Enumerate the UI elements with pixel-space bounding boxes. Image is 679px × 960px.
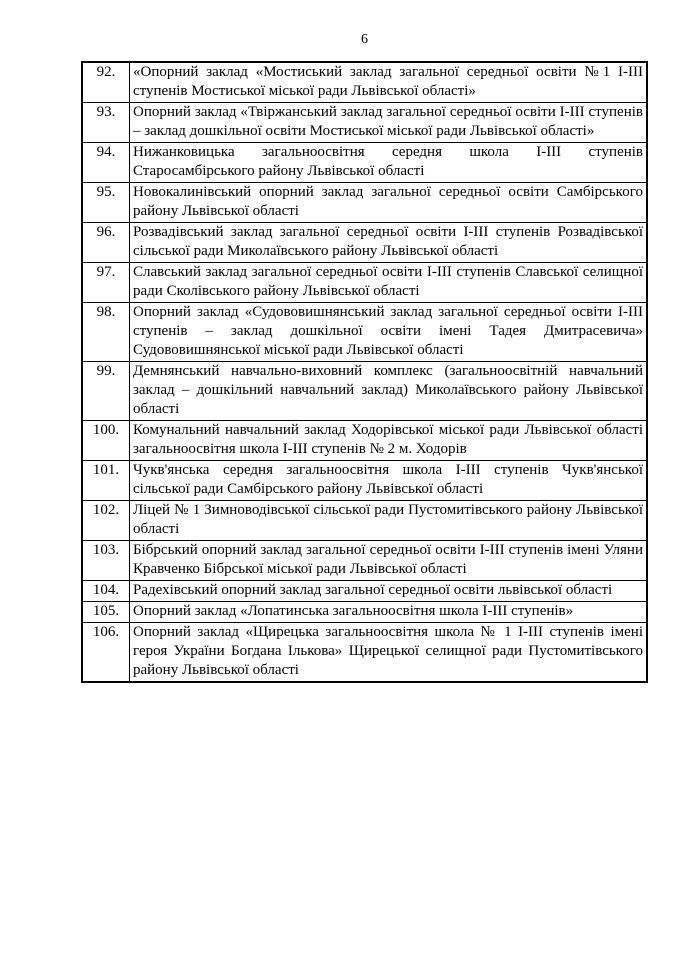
row-number-cell: 106.	[82, 623, 130, 683]
row-number-cell: 104.	[82, 581, 130, 602]
school-name-cell: Ліцей № 1 Зимноводівської сільської ради Пустомитівського району Львівської області	[130, 501, 648, 541]
school-name-cell: Славський заклад загальної середньої освіти І-ІІІ ступенів Славської селищної ради Сколівського району Львівської області	[130, 263, 648, 303]
row-number-cell: 94.	[82, 143, 130, 183]
table-row	[82, 303, 647, 362]
school-name-cell: Опорний заклад «Лопатинська загальноосвітня школа І-ІІІ ступенів»	[130, 602, 648, 623]
table-row	[82, 223, 647, 263]
table-row	[82, 581, 647, 602]
table-row	[82, 461, 647, 501]
row-number-cell: 103.	[82, 541, 130, 581]
row-number-cell: 102.	[82, 501, 130, 541]
page-number: 6	[361, 32, 368, 47]
school-name-cell: Нижанковицька загальноосвітня середня школа І-ІІІ ступенів Старосамбірського району Львівської області	[130, 143, 648, 183]
table-row	[82, 103, 647, 143]
schools-table	[81, 61, 648, 683]
school-name-cell: Опорний заклад «Судововишнянський заклад загальної середньої освіти І-ІІІ ступенів – заклад дошкільної освіти імені Тадея Дмитрасевича» Судововишнянської міської ради Львівської області	[130, 303, 648, 362]
school-name-cell: Демнянський навчально-виховний комплекс (загальноосвітній навчальний заклад – дошкільний навчальний заклад) Миколаївського району Львівської області	[130, 362, 648, 421]
table-row	[82, 362, 647, 421]
table-row	[82, 623, 647, 683]
table-row	[82, 263, 647, 303]
row-number-cell: 97.	[82, 263, 130, 303]
table-row	[82, 541, 647, 581]
row-number-cell: 100.	[82, 421, 130, 461]
table-row	[82, 421, 647, 461]
school-name-cell: Комунальний навчальний заклад Ходорівської міської ради Львівської області загальноосвітня школа І-ІІІ ступенів № 2 м. Ходорів	[130, 421, 648, 461]
row-number-cell: 95.	[82, 183, 130, 223]
school-name-cell: Розвадівський заклад загальної середньої освіти І-ІІІ ступенів Розвадівської сільської ради Миколаївського району Львівської області	[130, 223, 648, 263]
school-name-cell: Чукв'янська середня загальноосвітня школа І-ІІІ ступенів Чукв'янської сільської ради Самбірського району Львівської області	[130, 461, 648, 501]
school-name-cell: Новокалинівський опорний заклад загальної середньої освіти Самбірського району Львівської області	[130, 183, 648, 223]
table-row	[82, 143, 647, 183]
table-row	[82, 602, 647, 623]
row-number-cell: 96.	[82, 223, 130, 263]
school-name-cell: Опорний заклад «Твіржанський заклад загальної середньої освіти І-ІІІ ступенів – заклад дошкільної освіти Мостиської міської ради Львівської області»	[130, 103, 648, 143]
row-number-cell: 92.	[82, 62, 130, 103]
row-number-cell: 105.	[82, 602, 130, 623]
row-number-cell: 98.	[82, 303, 130, 362]
row-number-cell: 93.	[82, 103, 130, 143]
school-name-cell: Опорний заклад «Щирецька загальноосвітня школа № 1 І-ІІІ ступенів імені героя України Богдана Ількова» Щирецької селищної ради Пустомитівського району Львівської області	[130, 623, 648, 683]
school-name-cell: Бібрський опорний заклад загальної середньої освіти І-ІІІ ступенів імені Уляни Кравченко Бібрської міської ради Львівської області	[130, 541, 648, 581]
table-row	[82, 183, 647, 223]
row-number-cell: 101.	[82, 461, 130, 501]
table-row	[82, 62, 647, 103]
school-name-cell: Радехівський опорний заклад загальної середньої освіти львівської області	[130, 581, 648, 602]
row-number-cell: 99.	[82, 362, 130, 421]
school-name-cell: «Опорний заклад «Мостиський заклад загальної середньої освіти №1 І-ІІІ ступенів Мостиської міської ради Львівської області»	[130, 62, 648, 103]
table-row	[82, 501, 647, 541]
